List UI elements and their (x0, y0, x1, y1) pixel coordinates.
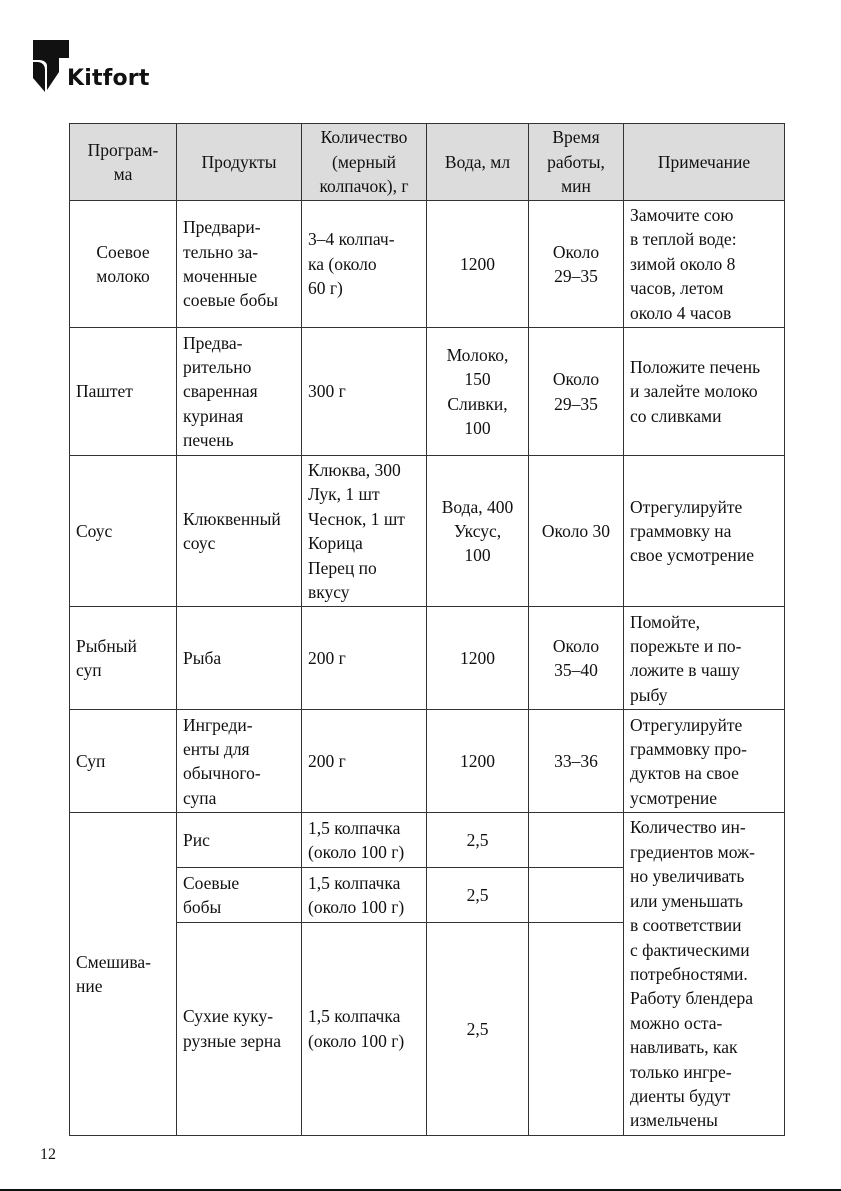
program-table (69, 123, 785, 1136)
header-program: Програм- ма (70, 124, 177, 201)
cell-time: Около 30 (529, 456, 624, 607)
table-row (70, 328, 785, 456)
cell-program: Паштет (70, 328, 177, 456)
cell-water: 2,5 (427, 813, 529, 868)
cell-water: 2,5 (427, 922, 529, 1135)
cell-products: Рис (177, 813, 302, 868)
cell-quantity: 200 г (302, 607, 427, 710)
cell-products: Предвари- тельно за- моченные соевые бобы (177, 201, 302, 328)
cell-quantity: 3–4 колпач- ка (около 60 г) (302, 201, 427, 328)
cell-program: Суп (70, 710, 177, 813)
cell-time: 33–36 (529, 710, 624, 813)
cell-products: Ингреди- енты для обычного- супа (177, 710, 302, 813)
header-note: Примечание (624, 124, 785, 201)
cell-program: Смешива- ние (70, 813, 177, 1135)
cell-water: 1200 (427, 710, 529, 813)
cell-products: Предва- рительно сваренная куриная печень (177, 328, 302, 456)
cell-water: 2,5 (427, 868, 529, 923)
cell-quantity: 1,5 колпачка (около 100 г) (302, 922, 427, 1135)
header-water: Вода, мл (427, 124, 529, 201)
cell-water: 1200 (427, 607, 529, 710)
cell-time (529, 922, 624, 1135)
cell-time: Около 35–40 (529, 607, 624, 710)
table-row (70, 607, 785, 710)
table-row (70, 710, 785, 813)
cell-time (529, 813, 624, 868)
cell-time (529, 868, 624, 923)
brand-logo (33, 40, 163, 100)
cell-program: Рыбный суп (70, 607, 177, 710)
table-row (70, 456, 785, 607)
table-row (70, 201, 785, 328)
cell-water: Молоко, 150 Сливки, 100 (427, 328, 529, 456)
cell-products: Соевые бобы (177, 868, 302, 923)
cell-program: Соевое молоко (70, 201, 177, 328)
cell-note: Отрегулируйте граммовку на свое усмотрение (624, 456, 785, 607)
header-time: Время работы, мин (529, 124, 624, 201)
cell-water: Вода, 400 Уксус, 100 (427, 456, 529, 607)
cell-note: Отрегулируйте граммовку про- дуктов на свое усмотрение (624, 710, 785, 813)
cell-time: Около 29–35 (529, 328, 624, 456)
cell-note: Положите печень и залейте молоко со сливками (624, 328, 785, 456)
cell-water: 1200 (427, 201, 529, 328)
page-number: 12 (40, 1146, 56, 1163)
cell-products: Клюквенный соус (177, 456, 302, 607)
cell-quantity: Клюква, 300 Лук, 1 шт Чеснок, 1 шт Корица Перец по вкусу (302, 456, 427, 607)
cell-products: Сухие куку- рузные зерна (177, 922, 302, 1135)
cell-products: Рыба (177, 607, 302, 710)
brand-name: Kitfort (67, 66, 150, 91)
cell-note: Замочите сою в теплой воде: зимой около 8 часов, летом около 4 часов (624, 201, 785, 328)
cell-quantity: 1,5 колпачка (около 100 г) (302, 868, 427, 923)
cell-quantity: 200 г (302, 710, 427, 813)
table-header-row (70, 124, 785, 201)
table-row (70, 813, 785, 868)
header-quantity: Количество (мерный колпачок), г (302, 124, 427, 201)
cell-note: Количество ин- гредиентов мож- но увеличивать или уменьшать в соответствии с фактическими потребностями. Работу блендера можно оста- навливать, как только ингре- диенты будут измельчены (624, 813, 785, 1135)
cell-quantity: 1,5 колпачка (около 100 г) (302, 813, 427, 868)
header-products: Продукты (177, 124, 302, 201)
cell-quantity: 300 г (302, 328, 427, 456)
cell-note: Помойте, порежьте и по- ложите в чашу рыбу (624, 607, 785, 710)
cell-time: Около 29–35 (529, 201, 624, 328)
cell-program: Соус (70, 456, 177, 607)
